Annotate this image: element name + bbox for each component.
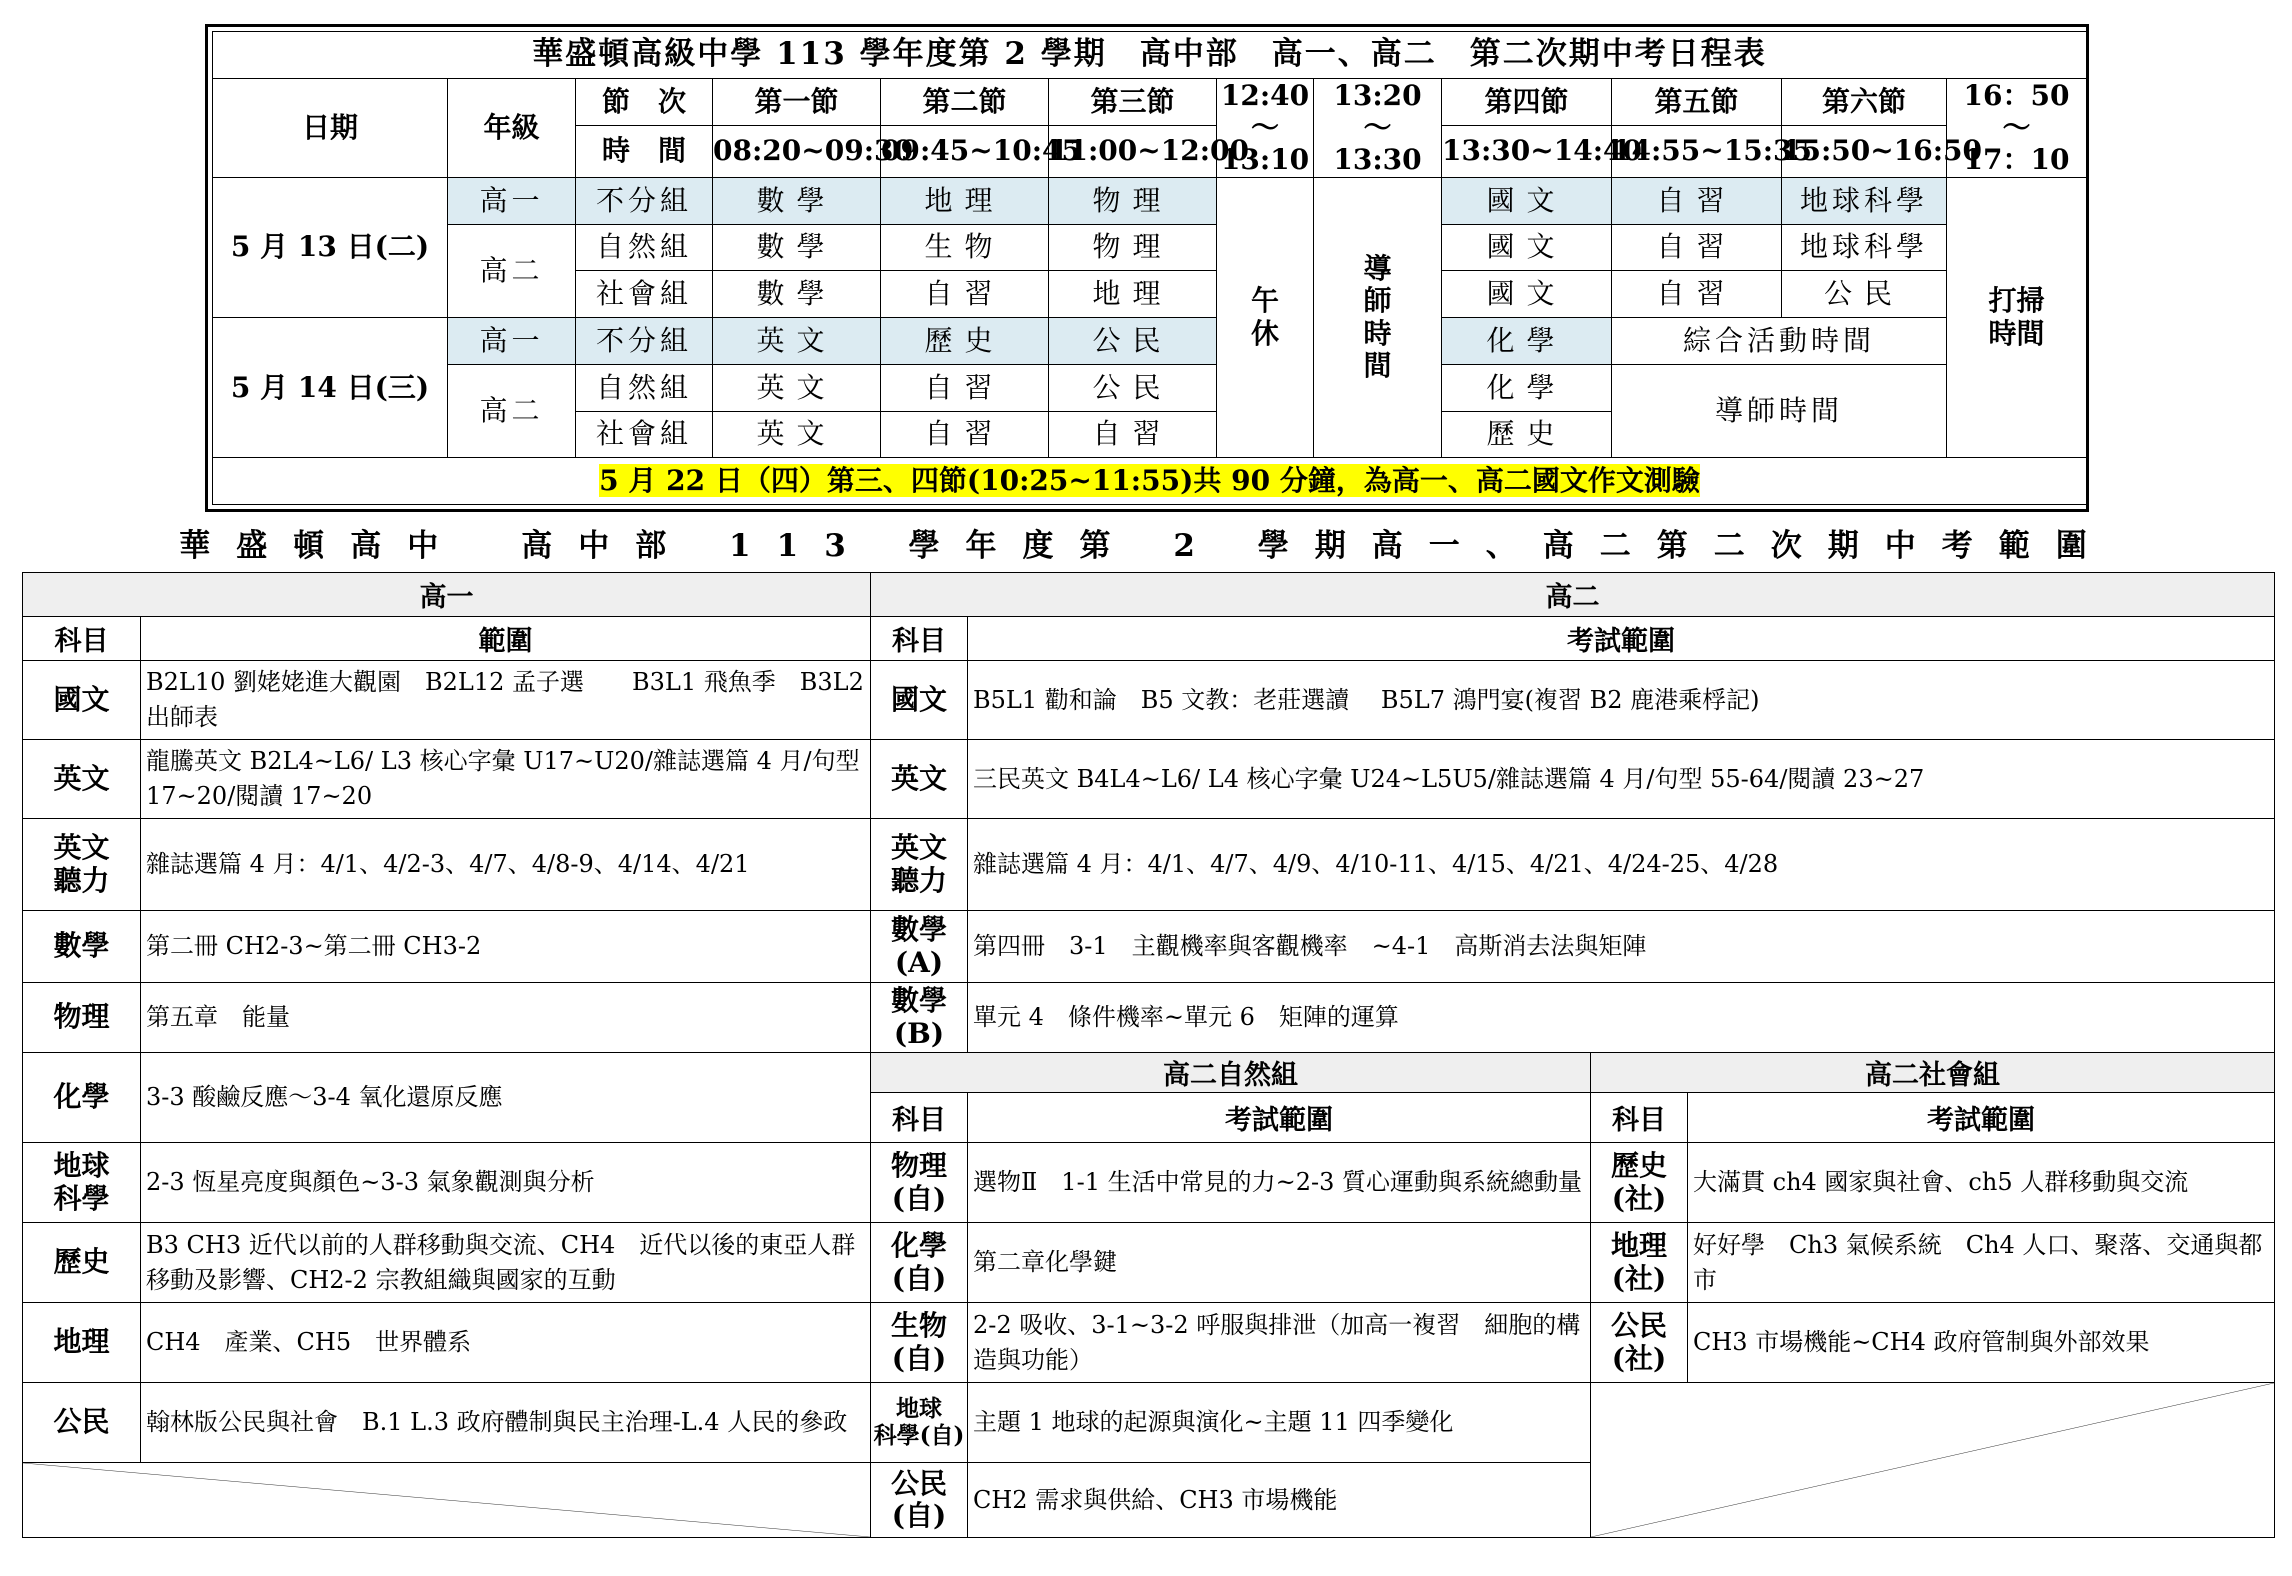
subject-cell: 自習 xyxy=(1612,177,1782,224)
g1-subject: 化學 xyxy=(23,1053,141,1143)
period-3-name: 第三節 xyxy=(1049,78,1217,125)
lunch-text: 午 休 xyxy=(1250,284,1279,350)
period-6-time: 15:50~16:50 xyxy=(1782,126,1947,178)
g2-subject: 國文 xyxy=(871,661,968,740)
period-6-name: 第六節 xyxy=(1782,78,1947,125)
g1-range: 龍騰英文 B2L4~L6/ L3 核心字彙 U17~U20/雜誌選篇 4 月/句型 17~20/閱讀 17~20 xyxy=(141,740,871,819)
subject-cell: 自習 xyxy=(881,411,1049,458)
subject-cell: 化學 xyxy=(1442,318,1612,365)
schedule-row xyxy=(213,224,2087,271)
cleaning-text: 打掃 時間 xyxy=(1988,284,2045,350)
subject-cell: 自習 xyxy=(1612,224,1782,271)
tutor-time-slot: 13:20 ～ 13:30 xyxy=(1314,78,1442,177)
subject-cell: 公民 xyxy=(1782,271,1947,318)
schedule-table xyxy=(212,31,2087,505)
day-1-date: 5 月 13 日(二) xyxy=(213,177,448,317)
g2-range: 第四冊 3-1 主觀機率與客觀機率 ~4-1 高斯消去法與矩陣 xyxy=(968,911,2275,983)
subject-cell: 數學 xyxy=(713,177,881,224)
notice-text: 5 月 22 日（四）第三、四節(10:25~11:55)共 90 分鐘，為高一、高二國文作文測驗 xyxy=(599,464,1700,498)
lunch-cell xyxy=(1217,177,1314,457)
range-row xyxy=(23,1383,2275,1463)
subject-cell: 國文 xyxy=(1442,224,1612,271)
period-5-name: 第五節 xyxy=(1612,78,1782,125)
g2-soc-range: CH3 市場機能~CH4 政府管制與外部效果 xyxy=(1688,1303,2275,1383)
g2-subject: 英文 聽力 xyxy=(871,819,968,911)
schedule-row xyxy=(213,364,2087,411)
g1-subject: 歷史 xyxy=(23,1223,141,1303)
g1-range: B2L10 劉姥姥進大觀園 B2L12 孟子選 B3L1 飛魚季 B3L2 出師表 xyxy=(141,661,871,740)
g2-nat-subject: 生物 (自) xyxy=(871,1303,968,1383)
period-1-time: 08:20~09:30 xyxy=(713,126,881,178)
g2-nat-range: 2-2 吸收、3-1~3-2 呼服與排泄（加高一複習 細胞的構造與功能） xyxy=(968,1303,1591,1383)
empty-cell xyxy=(1591,1383,2275,1538)
tutor-text: 導 師 時 間 xyxy=(1363,252,1392,382)
range-row xyxy=(23,740,2275,819)
subject-cell: 地理 xyxy=(1049,271,1217,318)
subject-cell: 英文 xyxy=(713,364,881,411)
lunch-time: 12:40 ～ 13:10 xyxy=(1217,78,1314,177)
empty-cell xyxy=(23,1463,871,1538)
subject-cell: 國文 xyxy=(1442,271,1612,318)
g1-subject: 英文 聽力 xyxy=(23,819,141,911)
period-4-time: 13:30~14:40 xyxy=(1442,126,1612,178)
g2-nat-header: 高二自然組 xyxy=(871,1053,1591,1093)
period-3-time: 11:00~12:00 xyxy=(1049,126,1217,178)
date-header: 日期 xyxy=(213,78,448,177)
range-title: 華盛頓高中 高中部 113 學年度第 2 學期高一、高二第二次期中考範圍 xyxy=(179,528,2113,564)
g2-header: 高二 xyxy=(871,573,2275,617)
range-row xyxy=(23,983,2275,1053)
g1-range: 3-3 酸鹼反應～3-4 氧化還原反應 xyxy=(141,1053,871,1143)
g1-subject: 地球 科學 xyxy=(23,1143,141,1223)
subject-cell: 歷史 xyxy=(881,318,1049,365)
group-cell: 不分組 xyxy=(576,177,713,224)
g2-subject: 數學 (A) xyxy=(871,911,968,983)
g2-soc-range: 好好學 Ch3 氣候系統 Ch4 人口、聚落、交通與都市 xyxy=(1688,1223,2275,1303)
subject-cell: 英文 xyxy=(713,411,881,458)
range-row xyxy=(23,819,2275,911)
period-1-name: 第一節 xyxy=(713,78,881,125)
group-cell: 社會組 xyxy=(576,411,713,458)
activity-cell: 綜合活動時間 xyxy=(1612,318,1947,365)
subject-cell: 英文 xyxy=(713,318,881,365)
diagonal-line xyxy=(23,1463,870,1537)
subject-cell: 數學 xyxy=(713,271,881,318)
g1-subject-header: 科目 xyxy=(23,617,141,661)
g2-subject-header: 科目 xyxy=(871,617,968,661)
period-2-name: 第二節 xyxy=(881,78,1049,125)
g2-soc-header: 高二社會組 xyxy=(1591,1053,2275,1093)
range-row xyxy=(23,1143,2275,1223)
g2-subject: 數學 (B) xyxy=(871,983,968,1053)
g2-nat-range: 選物Ⅱ 1-1 生活中常見的力~2-3 質心運動與系統總動量 xyxy=(968,1143,1591,1223)
g2-nat-subject: 化學 (自) xyxy=(871,1223,968,1303)
tutor-time-cell: 導師時間 xyxy=(1612,364,1947,457)
g1-range: 2-3 恆星亮度與顏色~3-3 氣象觀測與分析 xyxy=(141,1143,871,1223)
g2-soc-range-header: 考試範圍 xyxy=(1688,1093,2275,1143)
grade-cell: 高二 xyxy=(448,224,576,317)
g2-range: B5L1 勸和論 B5 文教：老莊選讀 B5L7 鴻門宴(複習 B2 鹿港乘桴記) xyxy=(968,661,2275,740)
g2-nat-range: CH2 需求與供給、CH3 市場機能 xyxy=(968,1463,1591,1538)
subject-cell: 地理 xyxy=(881,177,1049,224)
g1-header: 高一 xyxy=(23,573,871,617)
period-label: 節 次 xyxy=(576,78,713,125)
group-cell: 自然組 xyxy=(576,224,713,271)
range-row xyxy=(23,661,2275,740)
schedule-row xyxy=(213,318,2087,365)
tutor-cell xyxy=(1314,177,1442,457)
g2-nat-subject: 物理 (自) xyxy=(871,1143,968,1223)
grade-cell: 高二 xyxy=(448,364,576,457)
grade-header: 年級 xyxy=(448,78,576,177)
g2-nat-subject: 地球 科學(自) xyxy=(871,1383,968,1463)
cleaning-cell xyxy=(1947,177,2087,457)
group-cell: 社會組 xyxy=(576,271,713,318)
range-row xyxy=(23,1303,2275,1383)
g2-nat-subject-header: 科目 xyxy=(871,1093,968,1143)
period-4-name: 第四節 xyxy=(1442,78,1612,125)
range-table xyxy=(22,572,2275,1538)
subject-cell: 物理 xyxy=(1049,224,1217,271)
g2-range: 雜誌選篇 4 月：4/1、4/7、4/9、4/10-11、4/15、4/21、4/24-25、4/28 xyxy=(968,819,2275,911)
subject-cell: 自習 xyxy=(881,364,1049,411)
g1-range: 翰林版公民與社會 B.1 L.3 政府體制與民主治理-L.4 人民的參政 xyxy=(141,1383,871,1463)
g1-range: 第二冊 CH2-3~第二冊 CH3-2 xyxy=(141,911,871,983)
range-row xyxy=(23,911,2275,983)
period-2-time: 09:45~10:45 xyxy=(881,126,1049,178)
subject-cell: 自習 xyxy=(1049,411,1217,458)
g1-range: CH4 產業、CH5 世界體系 xyxy=(141,1303,871,1383)
g1-subject: 地理 xyxy=(23,1303,141,1383)
group-cell: 自然組 xyxy=(576,364,713,411)
g1-range: 第五章 能量 xyxy=(141,983,871,1053)
g1-subject: 英文 xyxy=(23,740,141,819)
schedule-row xyxy=(213,177,2087,224)
g1-subject: 數學 xyxy=(23,911,141,983)
g2-soc-subject: 歷史 (社) xyxy=(1591,1143,1688,1223)
exam-schedule xyxy=(205,24,2089,512)
g2-nat-subject: 公民 (自) xyxy=(871,1463,968,1538)
g1-subject: 物理 xyxy=(23,983,141,1053)
g2-soc-subject: 地理 (社) xyxy=(1591,1223,1688,1303)
subject-cell: 化學 xyxy=(1442,364,1612,411)
g1-subject: 公民 xyxy=(23,1383,141,1463)
g2-soc-subject-header: 科目 xyxy=(1591,1093,1688,1143)
subject-cell: 物理 xyxy=(1049,177,1217,224)
subject-cell: 自習 xyxy=(881,271,1049,318)
diagonal-line xyxy=(1591,1383,2274,1537)
g1-range: 雜誌選篇 4 月：4/1、4/2-3、4/7、4/8-9、4/14、4/21 xyxy=(141,819,871,911)
g1-subject: 國文 xyxy=(23,661,141,740)
notice-row xyxy=(213,458,2087,505)
subject-cell: 地球科學 xyxy=(1782,224,1947,271)
grade-cell: 高一 xyxy=(448,177,576,224)
subject-cell: 數學 xyxy=(713,224,881,271)
schedule-title: 華盛頓高級中學 113 學年度第 2 學期 高中部 高一、高二 第二次期中考日程表 xyxy=(213,32,2087,79)
g2-range: 單元 4 條件機率~單元 6 矩陣的運算 xyxy=(968,983,2275,1053)
g2-nat-range: 主題 1 地球的起源與演化~主題 11 四季變化 xyxy=(968,1383,1591,1463)
subject-cell: 公民 xyxy=(1049,364,1217,411)
g2-subject: 英文 xyxy=(871,740,968,819)
subject-cell: 公民 xyxy=(1049,318,1217,365)
g1-range: B3 CH3 近代以前的人群移動與交流、CH4 近代以後的東亞人群移動及影響、CH2-2 宗教組織與國家的互動 xyxy=(141,1223,871,1303)
subject-cell: 地球科學 xyxy=(1782,177,1947,224)
subject-cell: 自習 xyxy=(1612,271,1782,318)
subject-cell: 生物 xyxy=(881,224,1049,271)
g1-range-header: 範圍 xyxy=(141,617,871,661)
subject-cell: 歷史 xyxy=(1442,411,1612,458)
g2-soc-range: 大滿貫 ch4 國家與社會、ch5 人群移動與交流 xyxy=(1688,1143,2275,1223)
g2-soc-subject: 公民 (社) xyxy=(1591,1303,1688,1383)
grade-cell: 高一 xyxy=(448,318,576,365)
g2-range-header: 考試範圍 xyxy=(968,617,2275,661)
cleaning-time-slot: 16：50 ～ 17：10 xyxy=(1947,78,2087,177)
g2-nat-range: 第二章化學鍵 xyxy=(968,1223,1591,1303)
g2-nat-range-header: 考試範圍 xyxy=(968,1093,1591,1143)
subject-cell: 國文 xyxy=(1442,177,1612,224)
day-2-date: 5 月 14 日(三) xyxy=(213,318,448,458)
g2-range: 三民英文 B4L4~L6/ L4 核心字彙 U24~L5U5/雜誌選篇 4 月/句型 55-64/閱讀 23~27 xyxy=(968,740,2275,819)
range-row xyxy=(23,1223,2275,1303)
group-cell: 不分組 xyxy=(576,318,713,365)
period-5-time: 14:55~15:35 xyxy=(1612,126,1782,178)
time-label: 時 間 xyxy=(576,126,713,178)
